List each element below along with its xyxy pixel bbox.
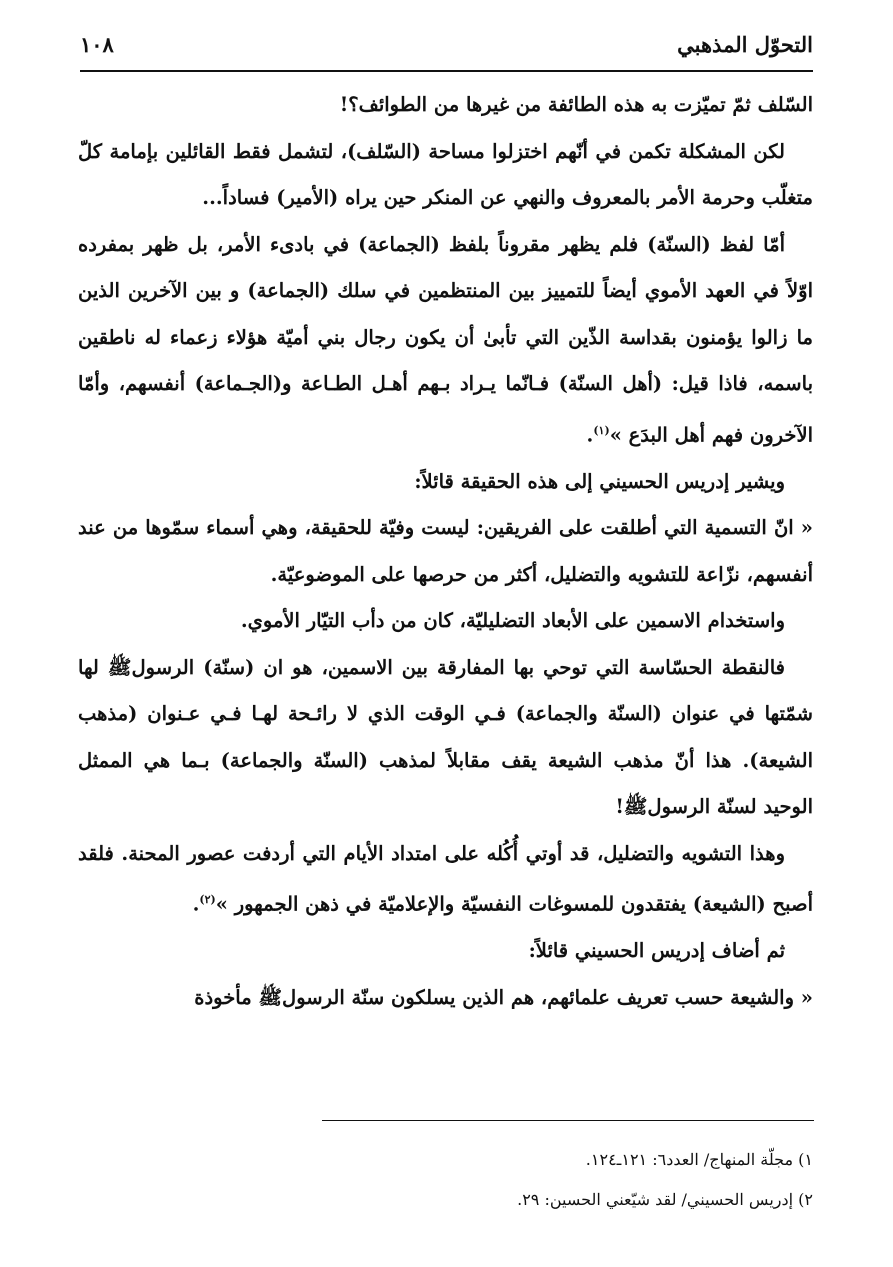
paragraph-text: وهذا التشويه والتضليل، قد أوتي أُكُله على امتداد الأيام التي أردفت عصور المحنة. فلقد أصبح (الشيعة) يفتقدون للمسوغات النفسيّة والإعلاميّة في ذهن الجمهور »	[78, 841, 813, 916]
paragraph-text: ويشير إدريس الحسيني إلى هذه الحقيقة قائلاً:	[414, 469, 785, 493]
footnote-rule	[322, 1120, 814, 1121]
footnotes	[80, 1140, 813, 1220]
paragraph-9	[78, 928, 813, 975]
paragraph-4	[78, 459, 813, 506]
paragraph-8: وهذا التشويه والتضليل، قد أوتي أُكُله على امتداد الأيام التي أردفت عصور المحنة. فلقد أصبح (الشيعة) يفتقدون للمسوغات النفسيّة والإعلاميّة في ذهن الجمهور »$^{(٢)}$.	[78, 841, 813, 916]
paragraph-6	[78, 598, 813, 645]
paragraph-text: « والشيعة حسب تعريف علمائهم، هم الذين يسلكون سنّة الرسولﷺ مأخوذة	[194, 985, 813, 1009]
paragraph-2	[78, 129, 813, 222]
paragraph-text: ثم أضاف إدريس الحسيني قائلاً:	[528, 939, 785, 962]
footnote-2: ٢) إدريس الحسيني/ لقد شيّعني الحسين: ٢٩.	[517, 1190, 813, 1209]
paragraph-text: واستخدام الاسمين على الأبعاد التضليليّة، كان من دأب التيّار الأموي.	[240, 609, 785, 632]
paragraph-text: فالنقطة الحسّاسة التي توحي بها المفارقة بين الاسمين، هو ان (سنّة) الرسولﷺ لها شمّتها في عنوان (السنّة والجماعة) فـي الوقت الذي لا رائـحة لهـا فـي عـنوان (مذهب الشيعة). هذا أنّ مذهب الشيعة يقف مقابلاً لمذهب (السنّة والجماعة) بـما هي الممثل الوحيد لسنّة الرسولﷺ!	[78, 655, 813, 818]
paragraph-1	[78, 82, 813, 129]
paragraph-3: أمّا لفظ (السنّة) فلم يظهر مقروناً بلفظ (الجماعة) في بادىء الأمر، بل ظهر بمفرده اوّلاً في العهد الأموي أيضاً للتمييز بين المنتظمين في سلك (الجماعة) و بين الآخرين الذين ما زالوا يؤمنون بقداسة الذّين التي تأبىٰ أن يكون رجال بني أميّة هؤلاء زعماء له ناطقين باسمه، فاذا قيل: (أهل السنّة) فـانّما يـراد بـهم أهـل الطـاعة و(الجـماعة) أنفسهم، وأمّا الآخرون فهم أهل البدَع »$^{(١)}$.	[78, 232, 813, 446]
paragraph-text: أمّا لفظ (السنّة) فلم يظهر مقروناً بلفظ (الجماعة) في بادىء الأمر، بل ظهر بمفرده اوّلاً في العهد الأموي أيضاً للتمييز بين المنتظمين في سلك (الجماعة) و بين الآخرين الذين ما زالوا يؤمنون بقداسة الذّين التي تأبىٰ أن يكون رجال بني أميّة هؤلاء زعماء له ناطقين باسمه، فاذا قيل: (أهل السنّة) فـانّما يـراد بـهم أهـل الطـاعة و(الجـماعة) أنفسهم، وأمّا الآخرون فهم أهل البدَع »	[78, 232, 813, 446]
paragraph-10	[78, 975, 813, 1022]
running-title: التحوّل المذهبي	[677, 32, 813, 57]
page-header	[80, 32, 813, 66]
paragraph-text: « انّ التسمية التي أطلقت على الفريقين: ليست وفيّة للحقيقة، وهي أسماء سمّوها من عند أنفسهم، نزّاعة للتشويه والتضليل، أكثر من حرصها على الموضوعيّة.	[78, 516, 813, 586]
header-rule	[80, 70, 813, 72]
page-body	[78, 82, 813, 1021]
footnote-ref-1[interactable]: (١)	[593, 423, 610, 437]
footnote-1: ١) مجلّة المنهاج/ العدد٦: ١٢١ـ١٢٤.	[585, 1150, 813, 1169]
page-number: ١٠٨	[80, 32, 114, 57]
paragraph-7	[78, 645, 813, 831]
paragraph-text: لكن المشكلة تكمن في أنّهم اختزلوا مساحة (السّلف)، لتشمل فقط القائلين بإمامة كلّ متغلّب وحرمة الأمر بالمعروف والنهي عن المنكر حين يراه (الأمير) فساداً...	[78, 139, 813, 209]
paragraph-text: السّلف ثمّ تميّزت به هذه الطائفة من غيرها من الطوائف؟!	[339, 93, 813, 116]
paragraph-5	[78, 505, 813, 598]
footnote-ref-2[interactable]: (٢)	[199, 893, 216, 906]
